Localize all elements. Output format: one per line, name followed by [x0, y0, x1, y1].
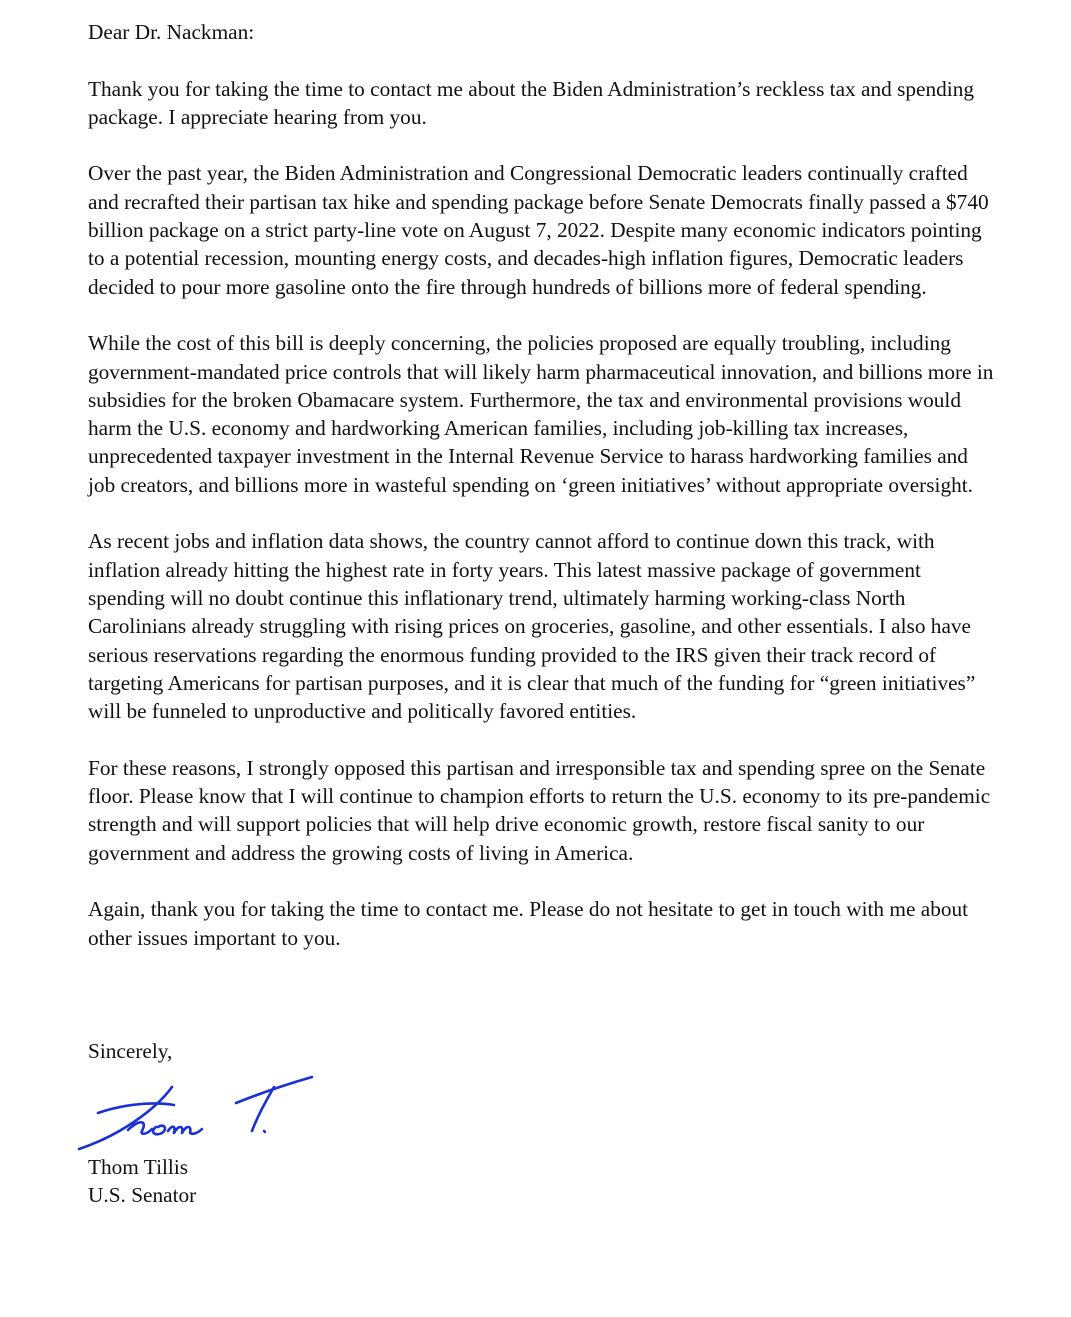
handwritten-signature: [76, 1075, 326, 1153]
paragraph-5: For these reasons, I strongly opposed this partisan and irresponsible tax and spending spree on the Senate floor. Please know that I will continue to champion efforts to return the U.S. economy to its pre-pandemic strength and will support policies that will help drive economic growth, restore fiscal sanity to our government and address the growing costs of living in America.: [88, 755, 991, 865]
signer-title: U.S. Senator: [88, 1183, 197, 1208]
paragraph-3: While the cost of this bill is deeply concerning, the policies proposed are equally troubling, including government-mandated price controls that will likely harm pharmaceutical innovation, and billions more in subsidies for the broken Obamacare system. Furthermore, the tax and environmental provisions would harm the U.S. economy and hardworking American families, including job-killing tax increases, unprecedented taxpayer investment in the Internal Revenue Service to harass hardworking families and job creators, and billions more in wasteful spending on ‘green initiatives’ without appropriate oversight.: [88, 331, 994, 497]
paragraph-4: As recent jobs and inflation data shows, the country cannot afford to continue down this track, with inflation already hitting the highest rate in forty years. This latest massive package of government spending will no doubt continue this inflationary trend, ultimately harming working-class North Carolinians already struggling with rising prices on groceries, gasoline, and other essentials. I also have serious reservations regarding the enormous funding provided to the IRS given their track record of targeting Americans for partisan purposes, and it is clear that much of the funding for “green initiatives” will be funneled to unproductive and politically favored entities.: [88, 529, 976, 724]
letter-body: [88, 18, 998, 1210]
paragraph-2: Over the past year, the Biden Administration and Congressional Democratic leaders continually crafted and recrafted their partisan tax hike and spending package before Senate Democrats finally passed a $740 billion package on a strict party-line vote on August 7, 2022. Despite many economic indicators pointing to a potential recession, mounting energy costs, and decades-high inflation figures, Democratic leaders decided to pour more gasoline onto the fire through hundreds of billions more of federal spending.: [88, 161, 989, 299]
salutation: Dear Dr. Nackman:: [88, 20, 255, 44]
closing: Sincerely,: [88, 1038, 173, 1063]
paragraph-6: Again, thank you for taking the time to contact me. Please do not hesitate to get in touch with me about other issues important to you.: [88, 897, 969, 950]
paragraph-1: Thank you for taking the time to contact me about the Biden Administration’s reckless tax and spending package. I appreciate hearing from you.: [88, 76, 974, 129]
signer-name: Thom Tillis: [88, 1155, 189, 1180]
